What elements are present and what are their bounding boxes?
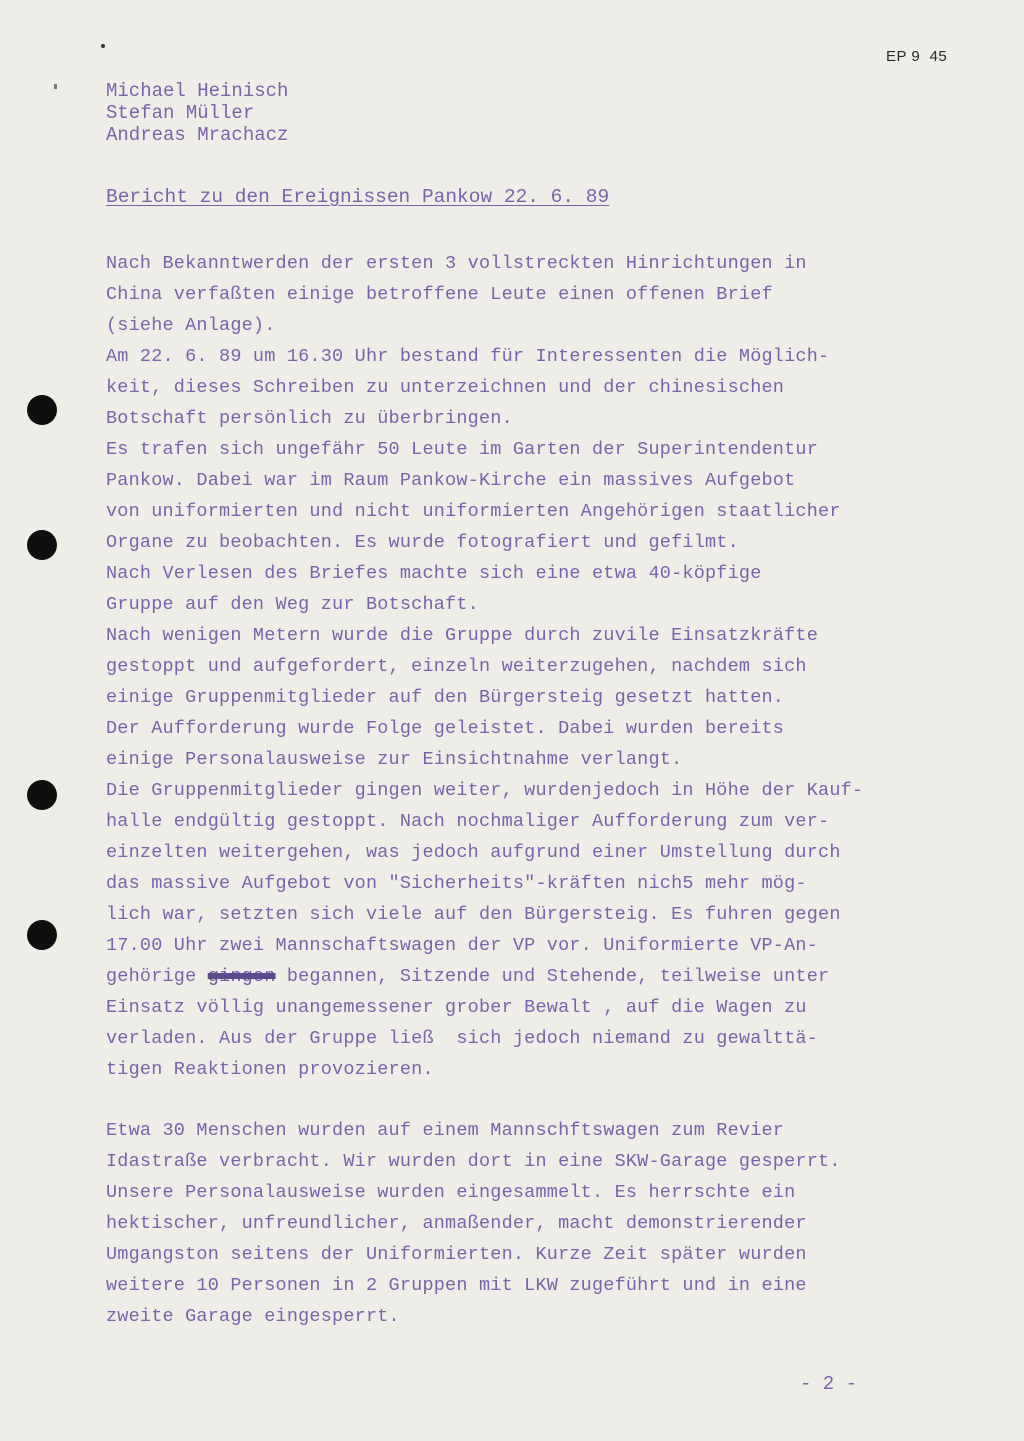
punch-hole bbox=[27, 530, 57, 560]
author-name: Andreas Mrachacz bbox=[106, 124, 289, 146]
archive-reference: EP 9 45 bbox=[886, 48, 948, 65]
text-line: Botschaft persönlich zu überbringen. bbox=[106, 408, 513, 429]
text-line: Etwa 30 Menschen wurden auf einem Mannschftswagen zum Revier bbox=[106, 1120, 785, 1141]
text-line: Nach Verlesen des Briefes machte sich eine etwa 40-köpfige bbox=[106, 563, 762, 584]
text-line: Es trafen sich ungefähr 50 Leute im Garten der Superintendentur bbox=[106, 439, 819, 460]
text-line: China verfaßten einige betroffene Leute einen offenen Brief bbox=[106, 284, 773, 305]
text-line: einige Personalausweise zur Einsichtnahme verlangt. bbox=[106, 749, 683, 770]
page-number: - 2 - bbox=[800, 1373, 858, 1395]
text-line-with-strikeout bbox=[106, 961, 966, 992]
text-line: weitere 10 Personen in 2 Gruppen mit LKW zugeführt und in eine bbox=[106, 1275, 807, 1296]
text-line: einige Gruppenmitglieder auf den Bürgersteig gesetzt hatten. bbox=[106, 687, 785, 708]
text-line: keit, dieses Schreiben zu unterzeichnen und der chinesischen bbox=[106, 377, 785, 398]
text-line: Einsatz völlig unangemessener grober Bewalt , auf die Wagen zu bbox=[106, 997, 807, 1018]
text-line: 17.00 Uhr zwei Mannschaftswagen der VP vor. Uniformierte VP-An- bbox=[106, 935, 819, 956]
paper-mark bbox=[54, 84, 57, 89]
text-line: verladen. Aus der Gruppe ließ sich jedoch niemand zu gewalttä- bbox=[106, 1028, 819, 1049]
author-name: Michael Heinisch bbox=[106, 80, 289, 102]
author-list bbox=[106, 80, 288, 146]
paragraph-gap bbox=[106, 1085, 966, 1115]
text-line: das massive Aufgebot von "Sicherheits"-kräften nich5 mehr mög- bbox=[106, 873, 807, 894]
text-segment: gehörige bbox=[106, 966, 208, 987]
text-line: halle endgültig gestoppt. Nach nochmaliger Aufforderung zum ver- bbox=[106, 811, 830, 832]
text-line: einzelten weitergehen, was jedoch aufgrund einer Umstellung durch bbox=[106, 842, 841, 863]
text-line: Der Aufforderung wurde Folge geleistet. Dabei wurden bereits bbox=[106, 718, 785, 739]
text-line: Idastraße verbracht. Wir wurden dort in eine SKW-Garage gesperrt. bbox=[106, 1151, 841, 1172]
text-line: Unsere Personalausweise wurden eingesammelt. Es herrschte ein bbox=[106, 1182, 796, 1203]
text-line: Gruppe auf den Weg zur Botschaft. bbox=[106, 594, 479, 615]
text-line: Organe zu beobachten. Es wurde fotografiert und gefilmt. bbox=[106, 532, 739, 553]
text-line: Umgangston seitens der Uniformierten. Kurze Zeit später wurden bbox=[106, 1244, 807, 1265]
text-line: zweite Garage eingesperrt. bbox=[106, 1306, 400, 1327]
text-line: Nach Bekanntwerden der ersten 3 vollstreckten Hinrichtungen in bbox=[106, 253, 807, 274]
struck-out-word: gingen bbox=[207, 966, 276, 987]
report-body bbox=[106, 248, 966, 1332]
ink-dot bbox=[101, 44, 105, 48]
text-line: lich war, setzten sich viele auf den Bürgersteig. Es fuhren gegen bbox=[106, 904, 841, 925]
text-line: Die Gruppenmitglieder gingen weiter, wurdenjedoch in Höhe der Kauf- bbox=[106, 780, 864, 801]
text-segment: begannen, Sitzende und Stehende, teilweise unter bbox=[275, 966, 830, 987]
text-line: Nach wenigen Metern wurde die Gruppe durch zuvile Einsatzkräfte bbox=[106, 625, 819, 646]
punch-hole bbox=[27, 920, 57, 950]
text-line: Am 22. 6. 89 um 16.30 Uhr bestand für Interessenten die Möglich- bbox=[106, 346, 830, 367]
report-title: Bericht zu den Ereignissen Pankow 22. 6. 89 bbox=[106, 186, 610, 208]
text-line: tigen Reaktionen provozieren. bbox=[106, 1059, 434, 1080]
text-line: von uniformierten und nicht uniformierten Angehörigen staatlicher bbox=[106, 501, 841, 522]
paragraph-1 bbox=[106, 248, 966, 1085]
text-line: hektischer, unfreundlicher, anmaßender, macht demonstrierender bbox=[106, 1213, 807, 1234]
text-line: Pankow. Dabei war im Raum Pankow-Kirche ein massives Aufgebot bbox=[106, 470, 796, 491]
punch-hole bbox=[27, 395, 57, 425]
author-name: Stefan Müller bbox=[106, 102, 255, 124]
text-line: (siehe Anlage). bbox=[106, 315, 276, 336]
punch-hole bbox=[27, 780, 57, 810]
paragraph-2 bbox=[106, 1115, 966, 1332]
text-line: gestoppt und aufgefordert, einzeln weiterzugehen, nachdem sich bbox=[106, 656, 807, 677]
